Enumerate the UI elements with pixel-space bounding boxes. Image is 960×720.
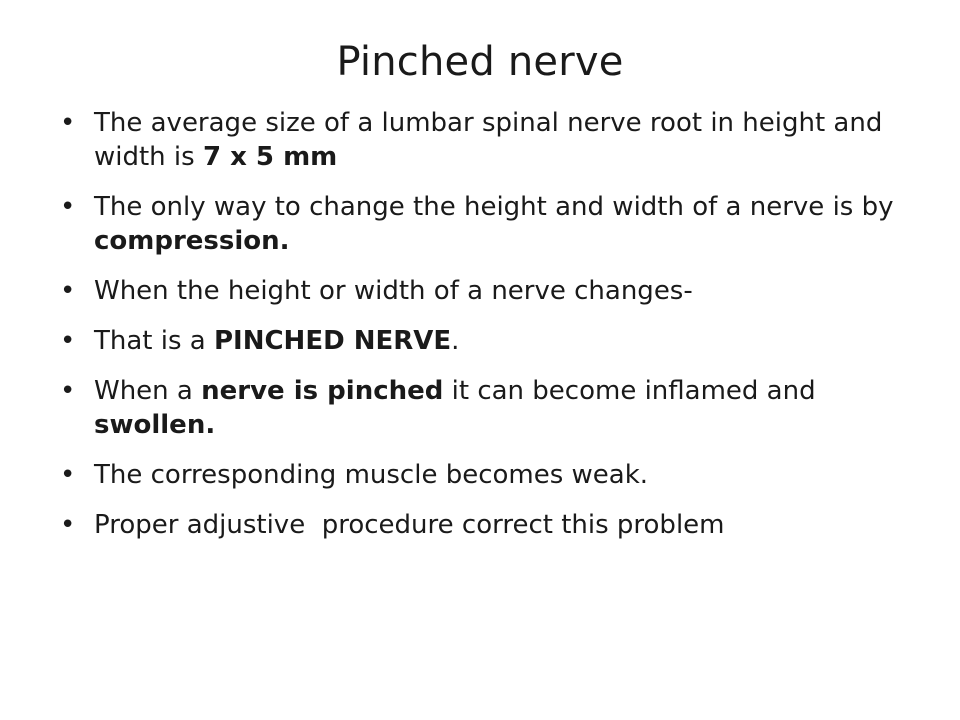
text-run: The average size of a lumbar spinal nerve root in height and width is — [94, 108, 883, 172]
bold-text-run: compression. — [94, 226, 290, 256]
bullet-item — [58, 374, 908, 442]
slide-title: Pinched nerve — [336, 39, 624, 85]
bullet-text — [94, 108, 882, 172]
text-run: When a — [94, 376, 202, 406]
bold-text-run: swollen. — [94, 410, 216, 440]
bullet-dot-icon: • — [60, 192, 76, 222]
text-run: . — [451, 326, 460, 356]
bullet-item — [58, 324, 908, 358]
bullet-item — [58, 508, 908, 542]
bullet-dot-icon: • — [60, 276, 76, 306]
text-run: it can become inflamed and — [443, 376, 816, 406]
bullet-text — [94, 192, 894, 256]
bullet-text — [94, 326, 459, 356]
bullet-dot-icon: • — [60, 376, 76, 406]
bold-text-run: 7 x 5 mm — [202, 142, 338, 172]
bullet-dot-icon: • — [60, 326, 76, 356]
bullet-list — [58, 106, 908, 558]
text-run: The corresponding muscle becomes weak. — [94, 460, 649, 490]
bullet-dot-icon: • — [60, 108, 76, 138]
bullet-item — [58, 106, 908, 174]
bold-text-run: nerve is pinched — [201, 376, 444, 406]
bullet-item — [58, 458, 908, 492]
bullet-dot-icon: • — [60, 460, 76, 490]
bold-text-run: PINCHED NERVE — [213, 326, 452, 356]
text-run: The only way to change the height and width of a nerve is by — [94, 192, 894, 222]
bullet-text — [94, 460, 648, 490]
text-run: Proper adjustive procedure correct this problem — [94, 510, 725, 540]
bullet-text — [94, 510, 725, 540]
bullet-text — [94, 276, 693, 306]
text-run: When the height or width of a nerve changes- — [94, 276, 693, 306]
bullet-text — [94, 376, 816, 440]
bullet-item — [58, 190, 908, 258]
bullet-item — [58, 274, 908, 308]
bullet-dot-icon: • — [60, 510, 76, 540]
text-run: That is a — [94, 326, 214, 356]
